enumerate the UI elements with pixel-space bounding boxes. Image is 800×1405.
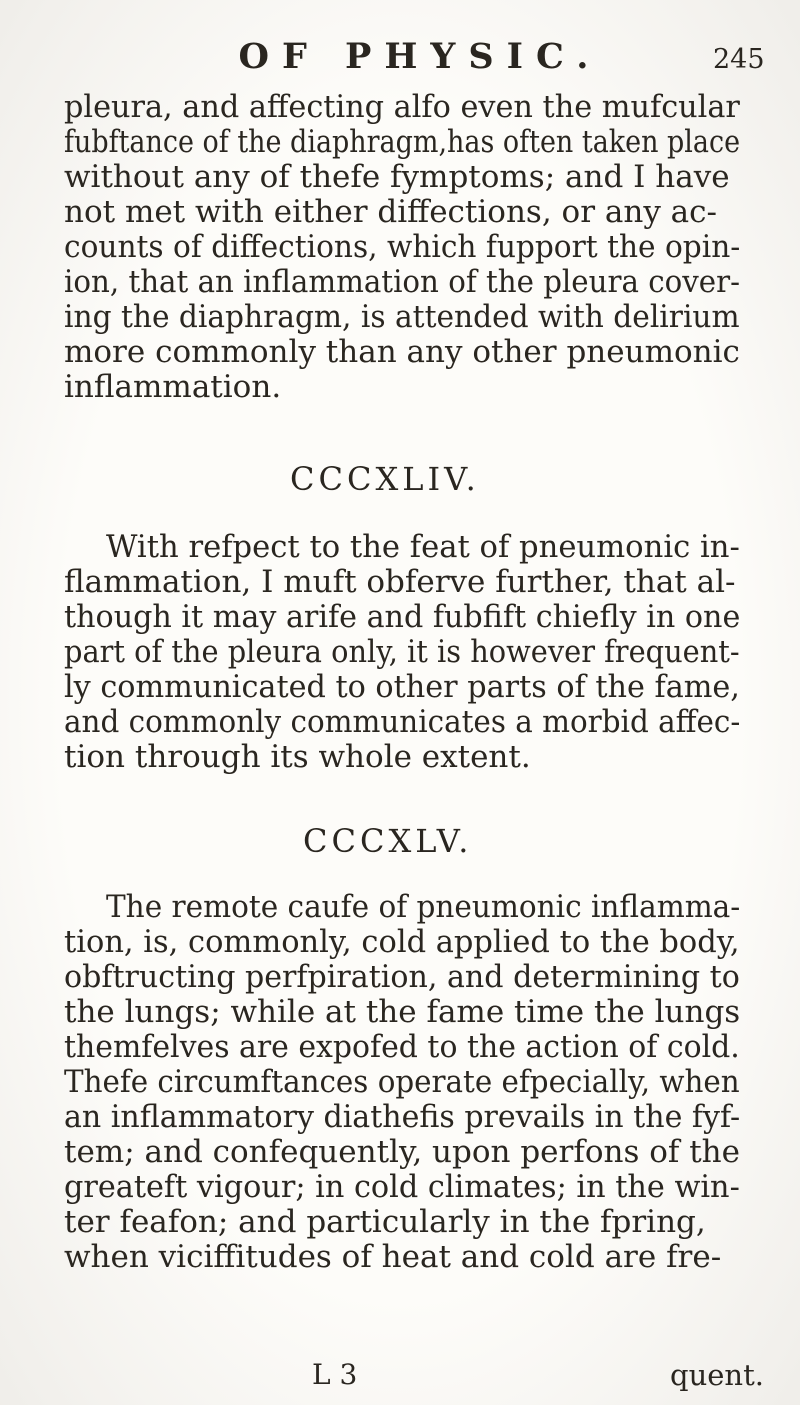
- text-line: fubftance of the diaphragm,has often taken place: [64, 124, 741, 160]
- text-line: tion through its whole extent.: [64, 739, 531, 775]
- text-line: the lungs; while at the fame time the lungs: [64, 994, 741, 1030]
- text-line: pleura, and affecting alfo even the mufcular: [64, 89, 740, 125]
- text-line: though it may arife and fubfift chiefly in one: [64, 599, 741, 635]
- running-title: OF PHYSIC.: [238, 36, 602, 77]
- text-line: counts of diffections, which fupport the opin-: [64, 229, 741, 265]
- text-line: tion, is, commonly, cold applied to the body,: [64, 924, 740, 960]
- text-line: inflammation.: [64, 369, 282, 405]
- text-line: Thefe circumftances operate efpecially, when: [64, 1064, 740, 1100]
- text-line: themfelves are expofed to the action of cold.: [64, 1029, 740, 1065]
- text-line: ly communicated to other parts of the fame,: [64, 669, 740, 705]
- signature-mark: L 3: [312, 1358, 358, 1391]
- text-line: flammation, I muft obferve further, that al-: [64, 564, 736, 600]
- catchword: quent.: [670, 1358, 764, 1392]
- text-line: and commonly communicates a morbid affec-: [64, 704, 741, 740]
- text-line: The remote caufe of pneumonic inflamma-: [106, 889, 741, 925]
- text-line: not met with either diffections, or any ac-: [64, 194, 717, 230]
- section-heading: CCCXLV.: [303, 822, 473, 860]
- text-line: when viciffitudes of heat and cold are fre-: [64, 1239, 722, 1275]
- text-line: greateft vigour; in cold climates; in the win-: [64, 1169, 740, 1205]
- section-heading: CCCXLIV.: [290, 460, 480, 498]
- text-line: tem; and confequently, upon perfons of the: [64, 1134, 740, 1170]
- text-line: obftructing perfpiration, and determining to: [64, 959, 740, 995]
- page-number: 245: [713, 44, 765, 75]
- text-line: With refpect to the feat of pneumonic in-: [106, 529, 740, 565]
- text-line: more commonly than any other pneumonic: [64, 334, 740, 370]
- text-line: without any of thefe fymptoms; and I have: [64, 159, 730, 195]
- text-line: an inflammatory diathefis prevails in the fyf-: [64, 1099, 741, 1135]
- text-line: part of the pleura only, it is however frequent-: [64, 634, 740, 670]
- text-line: ter feafon; and particularly in the fpring,: [64, 1204, 706, 1240]
- text-line: ing the diaphragm, is attended with delirium: [64, 299, 740, 335]
- text-line: ion, that an inflammation of the pleura cover-: [64, 264, 740, 300]
